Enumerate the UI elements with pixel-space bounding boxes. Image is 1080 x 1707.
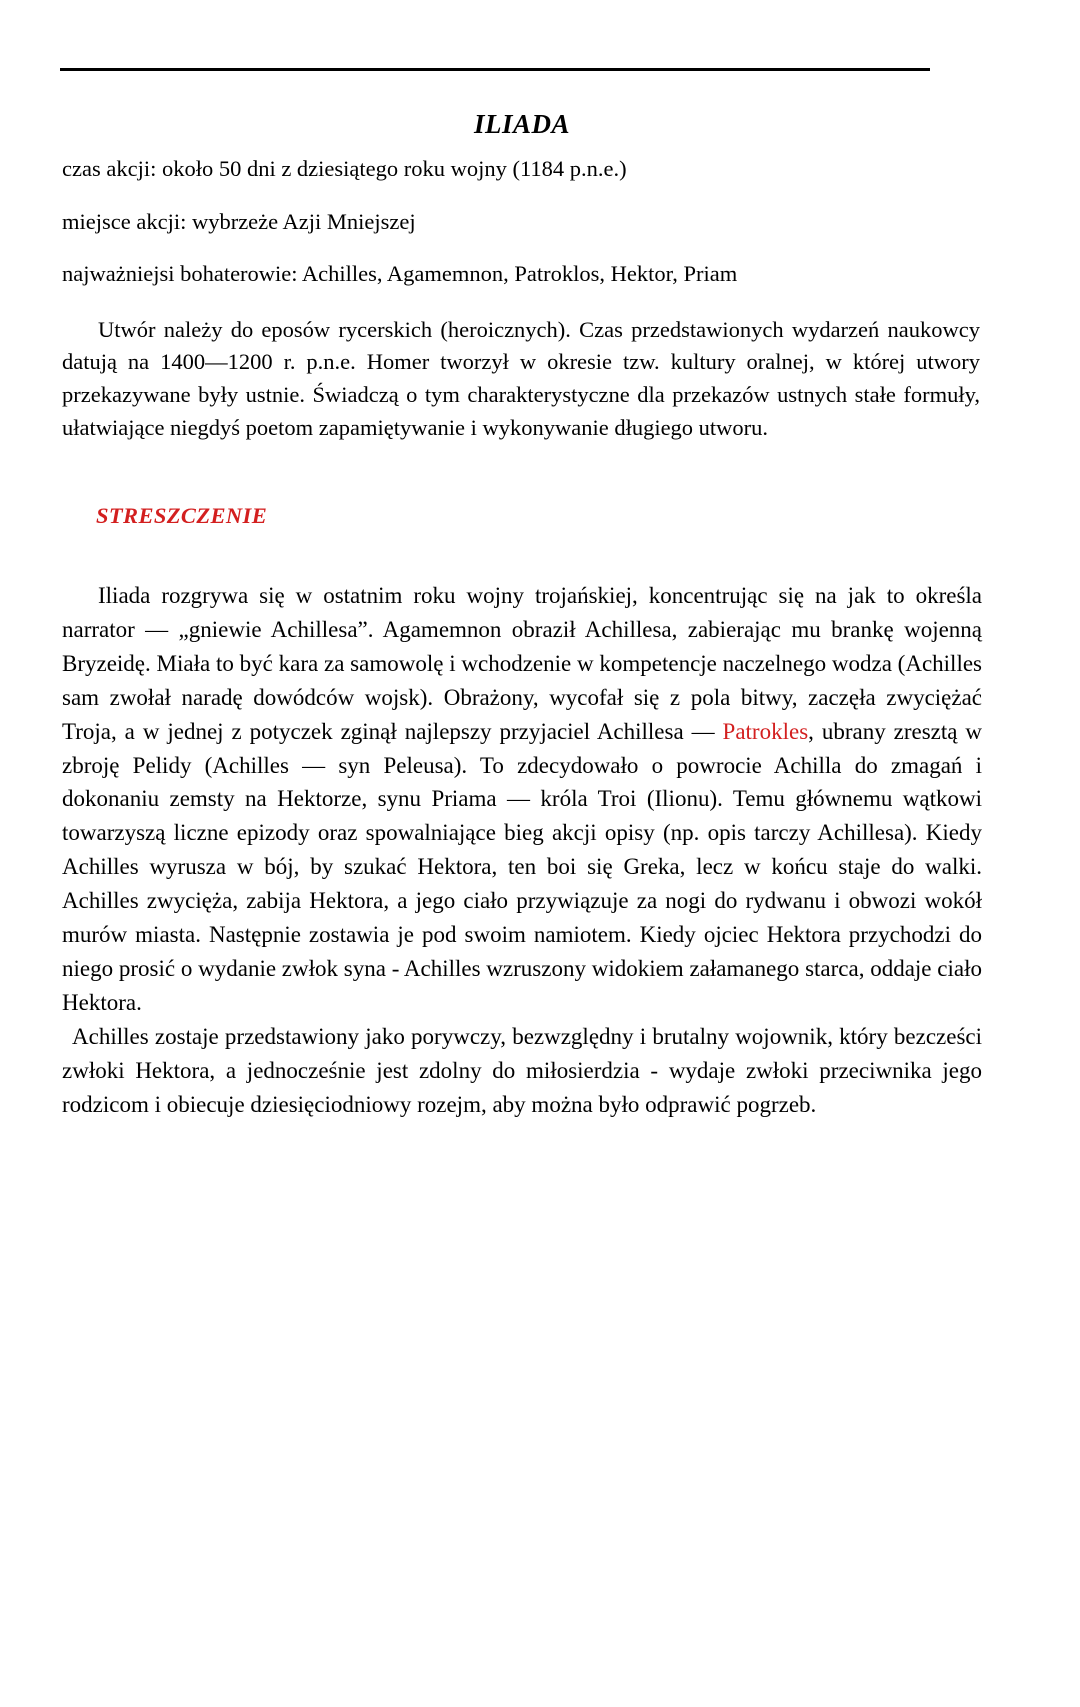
page-title: ILIADA	[473, 109, 571, 139]
highlighted-character-patrokles: Patrokles	[722, 718, 809, 744]
metadata-main-characters: najważniejsi bohaterowie: Achilles, Agamemnon, Patroklos, Hektor, Priam	[62, 261, 738, 287]
summary-paragraph-one	[62, 579, 982, 1020]
metadata-time-of-action: czas akcji: około 50 dni z dziesiątego roku wojny (1184 p.n.e.)	[62, 156, 627, 182]
header-horizontal-rule	[60, 68, 930, 71]
document-content	[62, 108, 982, 1122]
summary-text-before-highlight: Iliada rozgrywa się w ostatnim roku wojny trojańskiej, koncentrując się na jak to określa narrator — „gniewie Achillesa”. Agamemnon obraził Achillesa, zabierając mu brankę wojenną Bryzeidę. Miała to być kara za samowolę i wchodzenie w kompetencje naczelnego wodza (Achilles sam zwołał naradę dowódców wojsk). Obrażony, wycofał się z pola bitwy, zaczęła zwyciężać Troja, a w jednej z potyczek zginął najlepszy przyjaciel Achillesa —	[62, 582, 982, 744]
summary-paragraph-two: Achilles zostaje przedstawiony jako porywczy, bezwzględny i brutalny wojownik, który bezcześci zwłoki Hektora, a jednocześnie jest zdolny do miłosierdzia - wydaje zwłoki przeciwnika jego rodzicom i obiecuje dziesięciodniowy rozejm, aby można było odprawić pogrzeb.	[62, 1023, 982, 1117]
metadata-place-of-action: miejsce akcji: wybrzeże Azji Mniejszej	[62, 208, 416, 234]
section-heading-streszczenie: STRESZCZENIE	[96, 502, 268, 528]
intro-paragraph: Utwór należy do eposów rycerskich (heroicznych). Czas przedstawionych wydarzeń naukowcy datują na 1400—1200 r. p.n.e. Homer tworzył w okresie tzw. kultury oralnej, w której utwory przekazywane były ustnie. Świadczą o tym charakterystyczne dla przekazów ustnych stałe formuły, ułatwiające niegdyś poetom zapamiętywanie i wykonywanie długiego utworu.	[62, 316, 980, 441]
summary-text-after-highlight: , ubrany zresztą w zbroję Pelidy (Achilles — syn Peleusa). To zdecydowało o powrocie Achilla do zmagań i dokonaniu zemsty na Hektorze, synu Priama — króla Troi (Ilionu). Temu głównemu wątkowi towarzyszą liczne epizody oraz spowalniające bieg akcji opisy (np. opis tarczy Achillesa). Kiedy Achilles wyrusza w bój, by szukać Hektora, ten boi się Greka, lecz w końcu staje do walki. Achilles zwycięża, zabija Hektora, a jego ciało przywiązuje za nogi do rydwanu i obwozi wokół murów miasta. Następnie zostawia je pod swoim namiotem. Kiedy ojciec Hektora przychodzi do niego prosić o wydanie zwłok syna - Achilles wzruszony widokiem załamanego starca, oddaje ciało Hektora.	[62, 718, 983, 1015]
